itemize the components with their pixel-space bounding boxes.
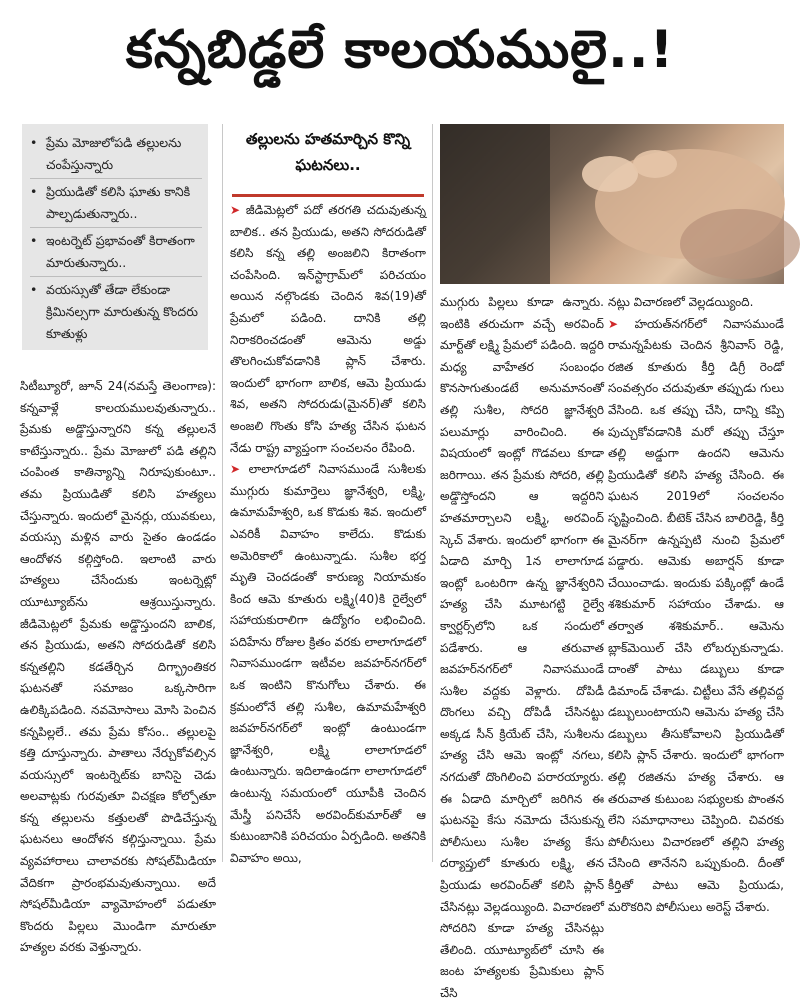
bullet-icon: • — [30, 233, 38, 248]
highlights-box — [22, 124, 208, 350]
red-arrow-icon: ➤ — [230, 462, 249, 477]
incident-lalaguda-end: నట్లు విచారణలో వెల్లడయ్యింది. — [608, 295, 754, 309]
article-column-3 — [440, 292, 604, 1000]
incident-lalaguda-continued: ముగ్గురు పిల్లలు కూడా ఉన్నారు. ఇంటికి తరుచుగా వచ్చే అరవింద్ మార్ట్‌తో లక్ష్మి ప్రేమలో పడింది. ఇద్దరి మధ్య వాహేతర సంబంధం కొనసాగుతుండటే అనుమానంతో తల్లి సుశీల, సోదరి జ్ఞానేశ్వరి పలుమార్లు వారించింది. ఈ విషయంలో ఇంట్లో గొడవలు కూడా జరిగాయి. తన ప్రేమకు సోదరి, తల్లి అడ్డొస్తోందని ఆ ఇద్దరిని హతమార్చాలని లక్ష్మి, అరవింద్ స్కెచ్ వేశారు. ఇందులో భాగంగా ఈ ఏడాది మార్చి 1న లాలాగూడ ఇంట్లో ఒంటరిగా ఉన్న జ్ఞానేశ్వరిని హత్య చేసి మూటగట్టి రైల్వే క్వార్టర్స్‌లోని ఒక సందులో పడేశారు. ఆ తరువాత జవహర్‌నగర్‌లో నివాసముండే సుశీల వద్దకు వెళ్లారు. దోపిడీ దొంగలు వచ్చి దోపిడీ చేసినట్టు అక్కడ సీన్ క్రియేట్ చేసి, సుశీలను హత్య చేసి ఆమె ఇంట్లో నగలు, నగదుతో దొంగిలించి పరారయ్యారు. ఈ ఏడాది మార్చిలో జరిగిన ఈ ఘటనపై కేసు నమోదు చేసుకున్న పోలీసులు సుశీల హత్య కేసు దర్యాప్తులో కూతురు లక్ష్మి, తన ప్రియుడు అరవింద్‌తో కలిసి ప్లాన్ చేసినట్లు వెల్లడయ్యింది. విచారణలో సోదరిని కూడా హత్య చేసినట్లు తేలింది. యూట్యూబ్‌లో చూసి ఈ జంట హత్యలకు ప్రేమికులు ప్లాన్ చేసి — [440, 295, 604, 1000]
highlight-item — [30, 179, 202, 228]
article-intro: సిటీబ్యూరో, జూన్ 24(నమస్తే తెలంగాణ): కన్నవాళ్లే కాలయములవుతున్నారు.. ప్రేమకు అడ్డొస్తున్నారని కన్న తల్లులనే కాటేస్తున్నారు.. ప్రేమ మోజులో పడి తల్లిని చంపింత కాతిన్యాన్ని నిరూపుకుంటూ.. తమ ప్రియుడితో కలిసి హత్యలు చేస్తున్నారు. ఇందులో మైనర్లు, యువకులు, వయస్సు మళ్లిన వారు సైతం ఉండడం ఆందోళన కల్గిస్తోంది. ఇలాంటి వారు హత్యలు చేసేందుకు ఇంటర్నెట్లో యూట్యూబ్‌ను ఆశ్రయిస్తున్నారు. జీడిమెట్లలో ప్రేమకు అడ్డొస్తుందని బాలిక, తన ప్రియుడు, అతని సోదరుడితో కలిసి కన్నతల్లిని కడతేర్చిన దిగ్భ్రాంతికర ఘటనతో సమాజం ఒక్కసారిగా ఉలిక్కిపడింది. నవమోసాలు మోసి పెంచిన కన్నపిల్లలే.. తమ ప్రేమ కోసం.. తల్లులపై కత్తి దూస్తున్నారు. పాతాలు నేర్చుకోవల్సిన వయస్సులో ఇంటర్నెట్‌కు బానిసై చెడు అలవాట్లకు గురవుతూ విచక్షణ కోల్పోతూ కన్న తల్లులను కత్తులతో పొడిచేస్తున్న ఘటనలు ఆందోళన కల్గిస్తున్నాయి. ప్రేమ వ్యవహారాలు చాలావరకు సోషల్‌మీడియా వేదికగా ప్రారంభమవుతున్నాయి. అదే సోషల్‌మీడియా వ్యామోహంలో పడుతూ కొందరు పిల్లలు మొండిగా మారుతూ హత్యల వరకు వెళ్తున్నారు. — [20, 379, 216, 955]
highlight-text: ప్రేమ మోజులోపడి తల్లులను చంపేస్తున్నారు — [46, 135, 182, 172]
incident-jeedimetla: ➤ జీడిమెట్లలో పదో తరగతి చదువుతున్న బాలిక.. తన ప్రియుడు, అతని సోదరుడితో కలిసి కన్న తల్లి అంజలిని కిరాతంగా చంపేసింది. ఇన్‌స్టాగ్రామ్‌లో పరిచయం అయిన నల్గొండకు చెందిన శివ(19)తో ప్రేమలో పడింది. దానికి తల్లి నిరాకరించడంతో ఆమెను అడ్డు తొలగించుకోవడానికి ప్లాన్ చేశారు. ఇందులో భాగంగా బాలిక, ఆమె ప్రియుడు శివ, అతని సోదరుడు(మైనర్)తో కలిసి అంజలి గొంతు కోసి హత్య చేసిన ఘటన నేడు రాష్ట్ర వ్యాప్తంగా సంచలనం రేపింది. — [230, 203, 427, 455]
red-arrow-icon: ➤ — [230, 203, 246, 217]
highlight-text: ఇంటర్నెట్ ప్రభావంతో కిరాతంగా మారుతున్నారు.. — [46, 233, 195, 270]
box-heading: తల్లులను హతమార్చిన కొన్ని ఘటనలు.. — [232, 126, 424, 197]
hand-photo — [440, 124, 784, 284]
column-divider — [222, 124, 223, 862]
headline: కన్నబిడ్డలే కాలయములై..! — [125, 19, 675, 80]
bullet-icon: • — [30, 282, 38, 297]
incident-hayathnagar: ➤ హయత్‌నగర్‌లో నివాసముండే రామన్నపేటకు చెందిన శ్రీనివాస్ రెడ్డి, రజిత కూతురు కీర్తి డిగ్రీ రెండో సంవత్సరం చదువుతూ తప్పుడు గులు వేసింది. ఒక తప్పు చేసి, దాన్ని కప్పి పుచ్చుకోవడానికి మరో తప్పు చేస్తూ తల్లి అడ్డుగా ఉందని ఆమెను ప్రియుడితో కలిసి హత్య చేసింది. ఈ ఘటన 2019లో సంచలనం సృష్టించింది. బీటెక్ చేసిన బాలిరెడ్డి, కీర్తి మైనర్‌గా ఉన్నప్పటి నుంచి ప్రేమలో పడ్డారు. ఆమెకు అబార్షన్ కూడా చేయించాడు. ఇందుకు పక్కింట్లో ఉండే శశికుమార్ సహాయం చేశాడు. ఆ తర్వాత శశికుమార్.. ఆమెను బ్లాక్‌మెయిల్ చేసి లోబర్చుకున్నాడు. దాంతో పాటు డబ్బులు కూడా డిమాండ్ చేశాడు. చిట్టీలు వేసే తల్లివద్ద డబ్బులుంటాయని ఆమెను హత్య చేసి డబ్బులు తీసుకోవాలని ప్రియుడితో కలిసి ప్లాన్ చేశారు. ఇందులో భాగంగా తల్లి రజితను హత్య చేశారు. ఆ తరువాత కుటుంబ సభ్యులకు పొంతన లేని సమాధానాలు చెప్పింది. చివరకు పోలీసులు విచారణలో తల్లిని హత్య చేసింది తానేనని ఒప్పుకుంది. దీంతో కీర్తితో పాటు ఆమె ప్రియుడు, మరొకరిని పోలీసులు అరెస్ట్ చేశారు. — [608, 316, 785, 914]
column-divider — [432, 124, 433, 862]
highlight-text: వయస్సుతో తేడా లేకుండా క్రిమినల్సగా మారుతున్న కొందరు కూతుళ్లు — [46, 282, 198, 341]
highlight-text: ప్రియుడితో కలిసి ఘాతు కానికి పాల్పడుతున్నారు.. — [46, 184, 191, 221]
bullet-icon: • — [30, 135, 38, 150]
article-column-2 — [230, 200, 427, 865]
highlight-item — [30, 228, 202, 277]
bullet-icon: • — [30, 184, 38, 199]
article-column-1 — [20, 376, 216, 955]
article-column-4 — [608, 292, 785, 914]
highlight-item — [30, 130, 202, 179]
red-arrow-icon: ➤ — [608, 316, 635, 331]
incident-lalaguda: ➤ లాలాగూడలో నివాసముండే సుశీలకు ముగ్గురు కుమార్తెలు జ్ఞానేశ్వరి, లక్ష్మి, ఉమామహేశ్వరి, ఒక కొడుకు శివ. ఇందులో ఎవరికీ వివాహం కాలేదు. కొడుకు అమెరికాలో ఉంటున్నాడు. సుశీల భర్త మృతి చెందడంతో కారుణ్య నియామకం కింద ఆమె కూతురు లక్ష్మి(40)కి రైల్వేలో సహాయకురాలిగా ఉద్యోగం లభించింది. పదిహేను రోజుల క్రితం వరకు లాలాగూడలో నివాసముండగా ఇటీవల జవహర్‌నగర్‌లో ఒక ఇంటిని కొనుగోలు చేశారు. ఈ క్రమంలోనే తల్లి సుశీల, ఉమామహేశ్వరి జవహర్‌నగర్‌లో ఇంట్లో ఉంటుండగా జ్ఞానేశ్వరి, లక్ష్మి లాలాగూడలో ఉంటున్నారు. ఇదిలాఉండగా లాలాగూడలో ఉంటున్న సమయంలో యూపీకి చెందిన మేస్త్రీ పనిచేసే అరవింద్‌కుమార్‌తో ఆ కుటుంబానికి పరిచయం ఏర్పడింది. అతనికి వివాహం అయి, — [230, 462, 426, 865]
hand-image — [440, 124, 784, 284]
highlight-item — [30, 277, 202, 347]
